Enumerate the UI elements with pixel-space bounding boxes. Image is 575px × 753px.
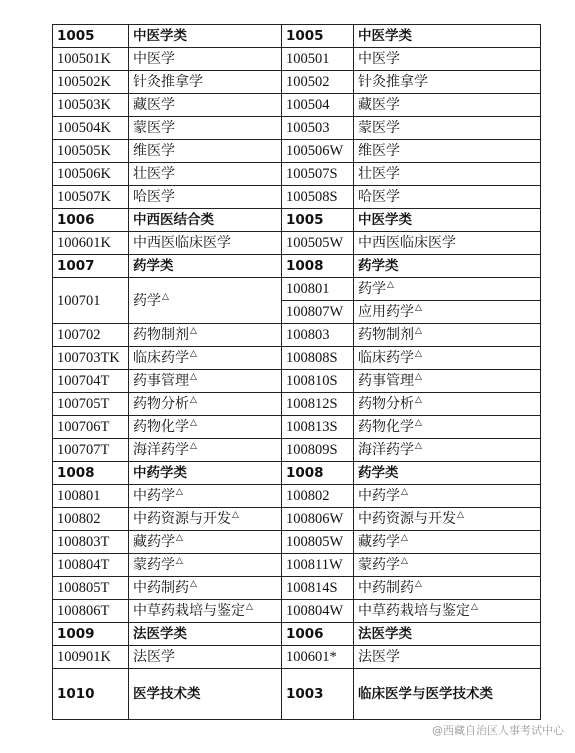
major-code-cell xyxy=(282,209,354,232)
major-code-cell xyxy=(282,25,354,48)
triangle-mark: △ xyxy=(415,579,422,590)
major-name: 海洋药学 xyxy=(133,442,189,458)
major-code: 100502 xyxy=(286,74,330,90)
major-name-cell xyxy=(354,370,541,393)
major-name: 应用药学 xyxy=(358,304,414,320)
major-name: 药学 xyxy=(358,281,386,297)
major-code: 100807W xyxy=(286,304,344,320)
table-row xyxy=(53,71,541,94)
major-code: 100802 xyxy=(57,511,101,527)
major-code-cell xyxy=(53,278,129,324)
major-code: 100707T xyxy=(57,442,110,458)
major-name-cell xyxy=(129,94,282,117)
major-name-cell xyxy=(354,646,541,669)
major-name: 针灸推拿学 xyxy=(133,74,203,90)
major-name-cell xyxy=(129,347,282,370)
category-header-row xyxy=(53,209,541,232)
major-code-cell xyxy=(53,255,129,278)
major-code-cell xyxy=(53,370,129,393)
major-name: 蒙药学 xyxy=(358,557,400,573)
major-code: 100507K xyxy=(57,189,111,205)
triangle-mark: △ xyxy=(176,533,183,544)
table-row xyxy=(53,140,541,163)
major-code: 100805W xyxy=(286,534,344,550)
major-name-cell xyxy=(129,163,282,186)
major-name-cell xyxy=(129,577,282,600)
major-name: 中医学类 xyxy=(358,212,412,228)
major-code-cell xyxy=(282,439,354,462)
major-code-cell xyxy=(53,439,129,462)
major-name: 药物制剂 xyxy=(133,327,189,343)
major-comparison-table xyxy=(52,24,541,720)
major-code: 100814S xyxy=(286,580,338,596)
triangle-mark: △ xyxy=(232,510,239,521)
major-code-cell xyxy=(282,577,354,600)
triangle-mark: △ xyxy=(190,395,197,406)
table-row xyxy=(53,163,541,186)
major-name: 壮医学 xyxy=(133,166,175,182)
major-code: 100506K xyxy=(57,166,111,182)
major-code-cell xyxy=(282,462,354,485)
major-code-cell xyxy=(53,623,129,646)
major-code-cell xyxy=(53,393,129,416)
major-code-cell xyxy=(282,600,354,623)
major-code-cell xyxy=(282,485,354,508)
major-code-cell xyxy=(282,186,354,209)
category-header-row xyxy=(53,25,541,48)
table-row xyxy=(53,347,541,370)
major-name-cell xyxy=(354,232,541,255)
major-name-cell xyxy=(129,485,282,508)
table-row xyxy=(53,232,541,255)
major-name-cell xyxy=(129,324,282,347)
major-name: 维医学 xyxy=(133,143,175,159)
major-code: 100811W xyxy=(286,557,343,573)
triangle-mark: △ xyxy=(246,602,253,613)
major-name: 药学类 xyxy=(358,465,399,481)
major-code: 100804W xyxy=(286,603,344,619)
table-body xyxy=(53,25,541,720)
major-name-cell xyxy=(354,301,541,324)
major-name: 海洋药学 xyxy=(358,442,414,458)
major-code-cell xyxy=(53,324,129,347)
major-code: 100901K xyxy=(57,649,111,665)
triangle-mark: △ xyxy=(401,556,408,567)
major-name: 中药学 xyxy=(358,488,400,504)
major-name: 中医学类 xyxy=(133,28,187,44)
major-code-cell xyxy=(53,186,129,209)
major-code-cell xyxy=(53,462,129,485)
watermark-text: @西藏自治区人事考试中心 xyxy=(429,721,567,739)
major-name: 维医学 xyxy=(358,143,400,159)
major-name: 中药资源与开发 xyxy=(133,511,231,527)
major-code-cell xyxy=(53,600,129,623)
major-name: 临床药学 xyxy=(133,350,189,366)
triangle-mark: △ xyxy=(387,280,394,291)
table-row xyxy=(53,646,541,669)
major-name: 中药学类 xyxy=(133,465,187,481)
major-name-cell xyxy=(354,186,541,209)
major-name: 药物制剂 xyxy=(358,327,414,343)
major-name: 法医学 xyxy=(358,649,400,665)
table-row xyxy=(53,370,541,393)
category-header-row xyxy=(53,623,541,646)
major-name: 药学 xyxy=(133,292,161,309)
table-row xyxy=(53,439,541,462)
major-code: 100808S xyxy=(286,350,338,366)
major-code: 100803 xyxy=(286,327,330,343)
major-code: 1009 xyxy=(57,626,95,642)
major-code: 1006 xyxy=(57,212,95,228)
triangle-mark: △ xyxy=(176,556,183,567)
major-code-cell xyxy=(282,232,354,255)
major-name-cell xyxy=(354,439,541,462)
table-row xyxy=(53,278,541,301)
major-name-cell xyxy=(129,255,282,278)
major-name-cell xyxy=(354,485,541,508)
major-code: 100504 xyxy=(286,97,330,113)
major-code-cell xyxy=(53,485,129,508)
major-name: 中西医结合类 xyxy=(133,212,214,228)
major-code: 1005 xyxy=(57,28,95,44)
major-code-cell xyxy=(282,347,354,370)
major-code: 100705T xyxy=(57,396,110,412)
major-code-cell xyxy=(53,416,129,439)
major-name-cell xyxy=(129,508,282,531)
major-code: 1007 xyxy=(57,258,95,274)
major-code: 100813S xyxy=(286,419,338,435)
major-name-cell xyxy=(129,278,282,324)
major-name: 药事管理 xyxy=(358,373,414,389)
major-name: 中医学 xyxy=(133,51,175,67)
table-row xyxy=(53,324,541,347)
major-code: 100501K xyxy=(57,51,111,67)
major-name: 哈医学 xyxy=(133,189,175,205)
major-name: 蒙医学 xyxy=(133,120,175,136)
triangle-mark: △ xyxy=(471,602,478,613)
major-code: 100809S xyxy=(286,442,338,458)
major-name: 藏医学 xyxy=(133,97,175,113)
major-code: 100801 xyxy=(286,281,330,297)
catalog-sheet xyxy=(52,24,540,720)
major-name-cell xyxy=(354,71,541,94)
major-code: 100806T xyxy=(57,603,110,619)
category-header-row xyxy=(53,669,541,720)
major-code: 100802 xyxy=(286,488,330,504)
major-code: 100505K xyxy=(57,143,111,159)
major-code: 100504K xyxy=(57,120,111,136)
major-name-cell xyxy=(129,25,282,48)
triangle-mark: △ xyxy=(415,418,422,429)
major-code: 100601K xyxy=(57,235,111,251)
major-name-cell xyxy=(129,140,282,163)
major-name-cell xyxy=(129,646,282,669)
table-row xyxy=(53,416,541,439)
table-row xyxy=(53,393,541,416)
major-name-cell xyxy=(129,416,282,439)
major-name: 药物分析 xyxy=(358,396,414,412)
major-code: 1006 xyxy=(286,626,324,642)
triangle-mark: △ xyxy=(401,487,408,498)
major-name-cell xyxy=(354,255,541,278)
major-name-cell xyxy=(354,117,541,140)
major-code-cell xyxy=(282,554,354,577)
table-row xyxy=(53,485,541,508)
major-name-cell xyxy=(354,531,541,554)
major-code: 100704T xyxy=(57,373,110,389)
major-name-cell xyxy=(354,600,541,623)
major-name: 临床药学 xyxy=(358,350,414,366)
major-code-cell xyxy=(53,531,129,554)
triangle-mark: △ xyxy=(190,349,197,360)
major-name: 中草药栽培与鉴定 xyxy=(133,603,245,619)
major-code: 100508S xyxy=(286,189,338,205)
major-name: 中西医临床医学 xyxy=(358,235,456,251)
major-code-cell xyxy=(282,531,354,554)
major-name-cell xyxy=(354,347,541,370)
major-name: 法医学类 xyxy=(133,626,187,642)
major-name: 药学类 xyxy=(133,258,174,274)
table-row xyxy=(53,48,541,71)
major-name: 中药制药 xyxy=(358,580,414,596)
triangle-mark: △ xyxy=(162,291,169,302)
major-code-cell xyxy=(53,232,129,255)
major-code-cell xyxy=(282,255,354,278)
major-name-cell xyxy=(354,140,541,163)
major-name: 藏医学 xyxy=(358,97,400,113)
major-code-cell xyxy=(282,163,354,186)
triangle-mark: △ xyxy=(190,418,197,429)
major-name-cell xyxy=(354,416,541,439)
table-row xyxy=(53,94,541,117)
major-code-cell xyxy=(282,646,354,669)
major-code: 100507S xyxy=(286,166,338,182)
major-name: 中药学 xyxy=(133,488,175,504)
major-name: 中草药栽培与鉴定 xyxy=(358,603,470,619)
major-name-cell xyxy=(354,94,541,117)
major-name-cell xyxy=(129,669,282,720)
major-code-cell xyxy=(282,324,354,347)
major-code-cell xyxy=(53,577,129,600)
major-code: 100806W xyxy=(286,511,344,527)
major-name: 药事管理 xyxy=(133,373,189,389)
major-code-cell xyxy=(282,117,354,140)
major-code: 100503K xyxy=(57,97,111,113)
major-code: 1005 xyxy=(286,212,324,228)
major-name: 中医学类 xyxy=(358,28,412,44)
triangle-mark: △ xyxy=(401,533,408,544)
major-name-cell xyxy=(354,554,541,577)
major-code: 100804T xyxy=(57,557,110,573)
major-name-cell xyxy=(129,71,282,94)
major-name-cell xyxy=(354,48,541,71)
major-name-cell xyxy=(129,186,282,209)
major-name-cell xyxy=(354,163,541,186)
major-code-cell xyxy=(53,71,129,94)
major-code: 100503 xyxy=(286,120,330,136)
major-code: 100803T xyxy=(57,534,110,550)
major-code-cell xyxy=(53,117,129,140)
major-code: 100810S xyxy=(286,373,338,389)
major-name-cell xyxy=(354,393,541,416)
major-code-cell xyxy=(53,140,129,163)
major-name-cell xyxy=(129,600,282,623)
major-name-cell xyxy=(354,577,541,600)
major-code-cell xyxy=(282,416,354,439)
major-code: 100502K xyxy=(57,74,111,90)
major-code-cell xyxy=(282,94,354,117)
major-code: 1008 xyxy=(286,465,324,481)
major-code: 1008 xyxy=(57,465,95,481)
triangle-mark: △ xyxy=(415,395,422,406)
major-name-cell xyxy=(129,117,282,140)
triangle-mark: △ xyxy=(415,349,422,360)
major-name-cell xyxy=(129,462,282,485)
major-code: 100505W xyxy=(286,235,344,251)
major-name-cell xyxy=(129,623,282,646)
major-name-cell xyxy=(129,554,282,577)
major-name: 药学类 xyxy=(358,258,399,274)
triangle-mark: △ xyxy=(176,487,183,498)
table-row xyxy=(53,577,541,600)
major-name-cell xyxy=(354,324,541,347)
table-row xyxy=(53,531,541,554)
major-name: 壮医学 xyxy=(358,166,400,182)
major-code-cell xyxy=(53,347,129,370)
table-row xyxy=(53,600,541,623)
major-name-cell xyxy=(354,25,541,48)
major-name-cell xyxy=(354,623,541,646)
major-name: 中医学 xyxy=(358,51,400,67)
triangle-mark: △ xyxy=(457,510,464,521)
major-name-cell xyxy=(354,508,541,531)
major-code-cell xyxy=(282,370,354,393)
major-name: 医学技术类 xyxy=(133,686,201,702)
major-name: 蒙医学 xyxy=(358,120,400,136)
triangle-mark: △ xyxy=(415,303,422,314)
major-code-cell xyxy=(53,209,129,232)
major-code-cell xyxy=(282,71,354,94)
major-code-cell xyxy=(282,508,354,531)
triangle-mark: △ xyxy=(190,441,197,452)
major-code-cell xyxy=(53,669,129,720)
triangle-mark: △ xyxy=(415,441,422,452)
major-name-cell xyxy=(129,232,282,255)
major-name: 针灸推拿学 xyxy=(358,74,428,90)
table-row xyxy=(53,117,541,140)
major-name-cell xyxy=(129,48,282,71)
major-name-cell xyxy=(354,278,541,301)
major-name: 中西医临床医学 xyxy=(133,235,231,251)
major-code: 1003 xyxy=(286,686,324,702)
triangle-mark: △ xyxy=(190,579,197,590)
major-code: 100506W xyxy=(286,143,344,159)
major-code-cell xyxy=(282,48,354,71)
table-row xyxy=(53,554,541,577)
major-name: 药物化学 xyxy=(133,419,189,435)
major-name-cell xyxy=(129,531,282,554)
major-code-cell xyxy=(53,508,129,531)
major-code-cell xyxy=(282,669,354,720)
major-code: 1008 xyxy=(286,258,324,274)
major-code: 100702 xyxy=(57,327,101,343)
table-row xyxy=(53,186,541,209)
major-name-cell xyxy=(129,439,282,462)
major-code: 100601* xyxy=(286,649,337,665)
major-code: 100801 xyxy=(57,488,101,504)
major-name: 药物化学 xyxy=(358,419,414,435)
major-code: 100703TK xyxy=(57,350,120,366)
major-code: 100701 xyxy=(57,292,101,309)
category-header-row xyxy=(53,462,541,485)
major-name-cell xyxy=(354,669,541,720)
triangle-mark: △ xyxy=(190,372,197,383)
major-code: 100812S xyxy=(286,396,338,412)
major-code-cell xyxy=(53,25,129,48)
table-row xyxy=(53,508,541,531)
major-name: 临床医学与医学技术类 xyxy=(358,686,493,702)
major-code-cell xyxy=(53,646,129,669)
major-code-cell xyxy=(282,623,354,646)
major-code-cell xyxy=(282,301,354,324)
major-name-cell xyxy=(354,209,541,232)
major-code: 100501 xyxy=(286,51,330,67)
major-code-cell xyxy=(53,94,129,117)
major-name-cell xyxy=(129,393,282,416)
major-name-cell xyxy=(354,462,541,485)
major-code: 100805T xyxy=(57,580,110,596)
major-name: 法医学 xyxy=(133,649,175,665)
major-code-cell xyxy=(53,554,129,577)
major-code-cell xyxy=(282,278,354,301)
major-code: 100706T xyxy=(57,419,110,435)
major-code: 1010 xyxy=(57,686,95,702)
major-name: 藏药学 xyxy=(358,534,400,550)
category-header-row xyxy=(53,255,541,278)
major-name: 蒙药学 xyxy=(133,557,175,573)
major-name: 药物分析 xyxy=(133,396,189,412)
major-name: 哈医学 xyxy=(358,189,400,205)
major-code-cell xyxy=(282,393,354,416)
major-name: 法医学类 xyxy=(358,626,412,642)
major-name: 藏药学 xyxy=(133,534,175,550)
major-name-cell xyxy=(129,370,282,393)
major-code: 1005 xyxy=(286,28,324,44)
major-name-cell xyxy=(129,209,282,232)
major-name: 中药资源与开发 xyxy=(358,511,456,527)
triangle-mark: △ xyxy=(190,326,197,337)
major-name: 中药制药 xyxy=(133,580,189,596)
triangle-mark: △ xyxy=(415,372,422,383)
major-code-cell xyxy=(282,140,354,163)
major-code-cell xyxy=(53,48,129,71)
triangle-mark: △ xyxy=(415,326,422,337)
major-code-cell xyxy=(53,163,129,186)
